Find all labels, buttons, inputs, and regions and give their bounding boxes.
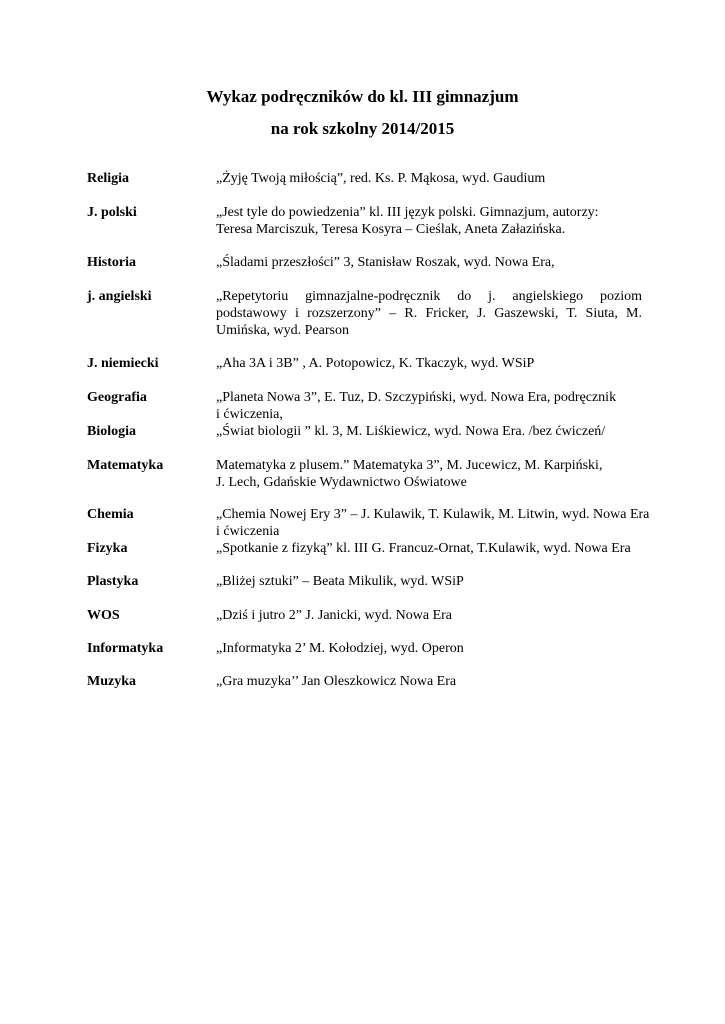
subject-label: j. angielski (87, 289, 152, 304)
textbook-description (216, 204, 684, 238)
textbook-line: „Planeta Nowa 3”, E. Tuz, D. Szczypiński, wyd. Nowa Era, podręcznik (216, 390, 617, 405)
textbook-line: „Repetytoriu gimnazjalne-podręcznik do j. angielskiego poziom (216, 289, 642, 304)
textbook-description (216, 389, 684, 423)
textbook-description (216, 457, 684, 491)
subject-label: Geografia (87, 390, 147, 405)
textbook-description (216, 673, 684, 690)
subject-label: Plastyka (87, 574, 139, 589)
textbook-description (216, 573, 684, 590)
textbook-description (216, 355, 684, 372)
subject-label: Chemia (87, 507, 134, 522)
subject-label: Matematyka (87, 458, 164, 473)
textbook-line: i ćwiczenia, (216, 407, 283, 422)
textbook-line: „Gra muzyka’’ Jan Oleszkowicz Nowa Era (216, 674, 457, 689)
subject-label: J. polski (87, 205, 137, 220)
textbook-line: „Śladami przeszłości” 3, Stanisław Roszak, wyd. Nowa Era, (216, 255, 555, 270)
textbook-line: Umińska, wyd. Pearson (216, 323, 349, 338)
textbook-description (216, 540, 684, 557)
textbook-description (216, 170, 684, 187)
textbook-description (216, 640, 684, 657)
subject-label: Religia (87, 171, 129, 186)
textbook-line: „Informatyka 2’ M. Kołodziej, wyd. Operon (216, 641, 464, 656)
subject-label: WOS (87, 608, 120, 623)
subject-label: Historia (87, 255, 136, 270)
subject-label: Biologia (87, 424, 137, 439)
subject-label: Fizyka (87, 541, 128, 556)
subject-label: J. niemiecki (87, 356, 159, 371)
textbook-line: „Dziś i jutro 2” J. Janicki, wyd. Nowa Era (216, 608, 452, 623)
textbook-line: „Świat biologii ” kl. 3, M. Liśkiewicz, wyd. Nowa Era. /bez ćwiczeń/ (216, 424, 606, 439)
textbook-description (216, 506, 684, 540)
textbook-description (216, 254, 684, 271)
textbook-line: „Spotkanie z fizyką” kl. III G. Francuz-Ornat, T.Kulawik, wyd. Nowa Era (216, 541, 631, 556)
subject-label: Informatyka (87, 641, 164, 656)
textbook-line: J. Lech, Gdańskie Wydawnictwo Oświatowe (216, 475, 467, 490)
document-title: Wykaz podręczników do kl. III gimnazjum (206, 87, 519, 106)
subject-label: Muzyka (87, 674, 136, 689)
textbook-line: podstawowy i rozszerzony” – R. Fricker, J. Gaszewski, T. Siuta, M. (216, 306, 642, 321)
textbook-line: i ćwiczenia (216, 524, 280, 539)
textbook-description (216, 288, 642, 339)
textbook-description (216, 607, 684, 624)
textbook-line: „Żyję Twoją miłością”, red. Ks. P. Mąkosa, wyd. Gaudium (216, 171, 546, 186)
textbook-line: Matematyka z plusem.” Matematyka 3”, M. Jucewicz, M. Karpiński, (216, 458, 603, 473)
textbook-line: „Chemia Nowej Ery 3” – J. Kulawik, T. Kulawik, M. Litwin, wyd. Nowa Era (216, 507, 650, 522)
textbook-line: „Bliżej sztuki” – Beata Mikulik, wyd. WSiP (216, 574, 464, 589)
textbook-line: „Jest tyle do powiedzenia” kl. III język polski. Gimnazjum, autorzy: (216, 205, 599, 220)
textbook-line: „Aha 3A i 3B” , A. Potopowicz, K. Tkaczyk, wyd. WSiP (216, 356, 535, 371)
textbook-line: Teresa Marciszuk, Teresa Kosyra – Cieślak, Aneta Załazińska. (216, 222, 566, 237)
document-subtitle: na rok szkolny 2014/2015 (270, 119, 455, 138)
textbook-description (216, 423, 684, 440)
